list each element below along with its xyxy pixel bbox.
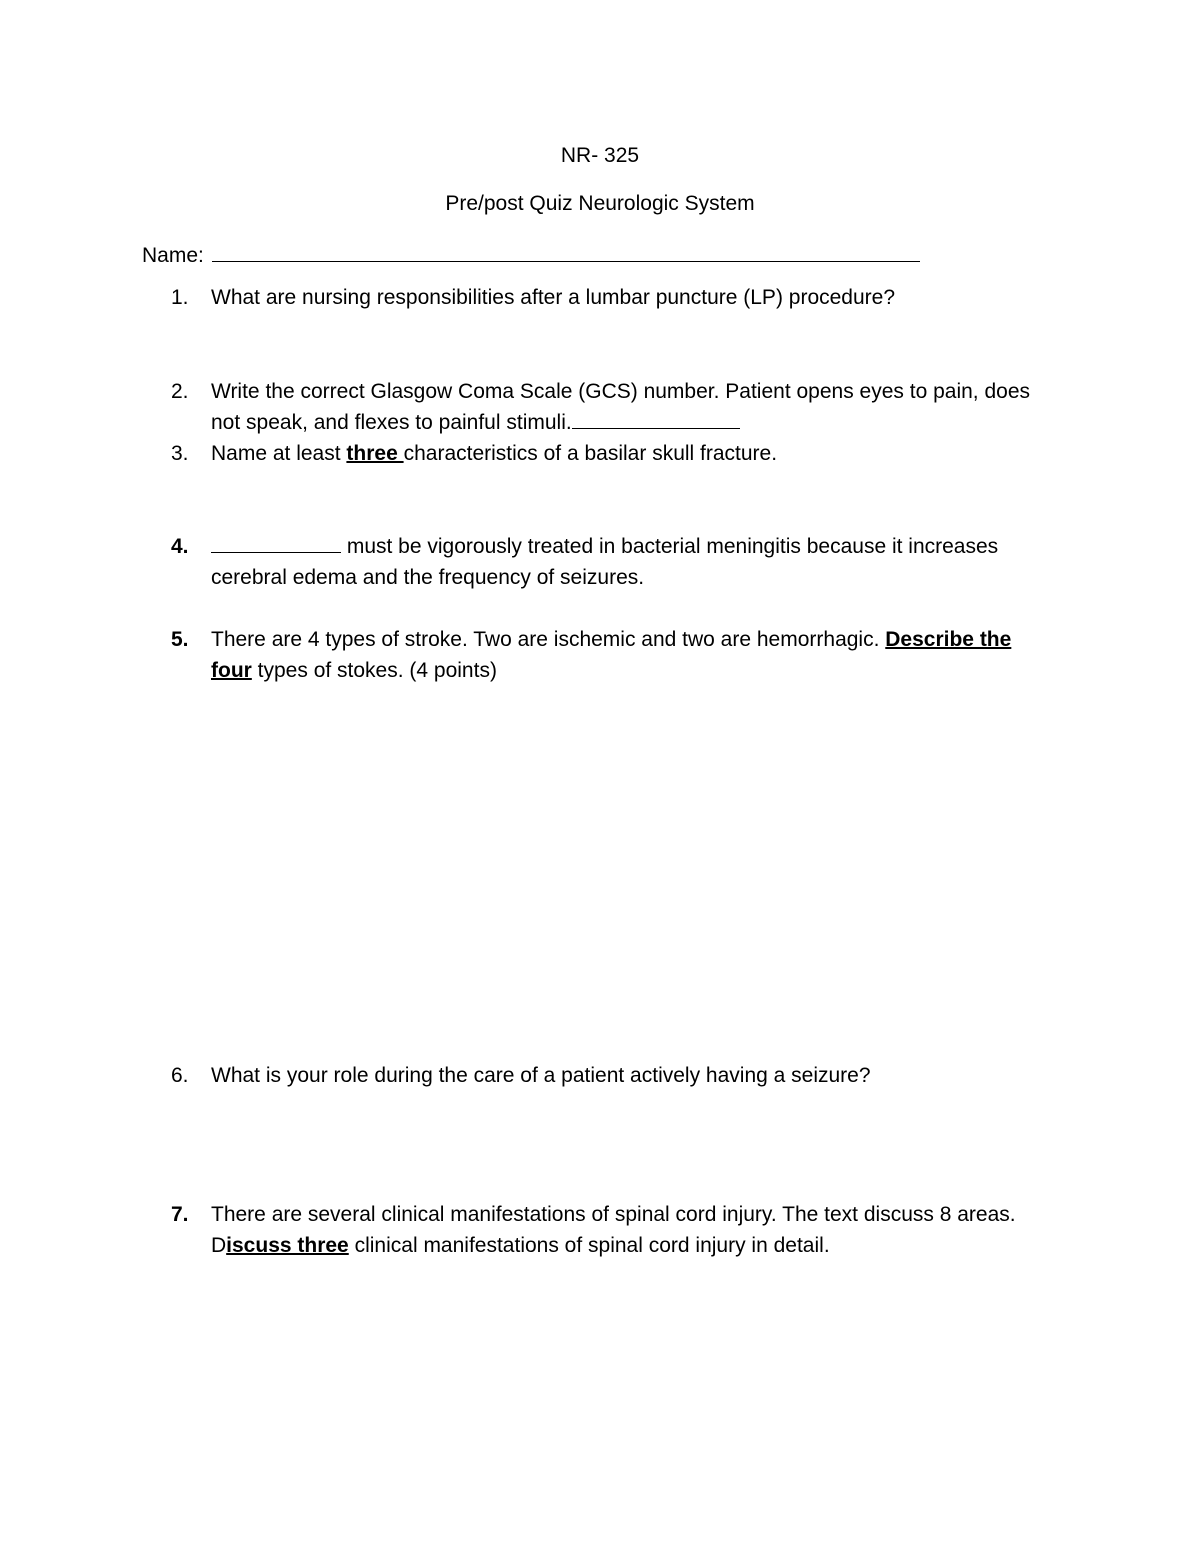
course-code: NR- 325	[560, 144, 640, 167]
question-7	[171, 1199, 1051, 1261]
question-6	[171, 1060, 1051, 1091]
emphasis-discuss-three: iscuss three	[226, 1234, 349, 1257]
question-number: 2.	[171, 380, 189, 403]
question-2	[171, 376, 1051, 438]
question-3	[171, 438, 1051, 469]
question-number: 1.	[171, 286, 189, 309]
question-text	[211, 531, 1051, 593]
question-text: What is your role during the care of a patient actively having a seizure?	[211, 1064, 871, 1087]
question-number: 5.	[171, 628, 189, 651]
question-text-pre: There are 4 types of stroke. Two are ischemic and two are hemorrhagic.	[211, 628, 886, 651]
question-text-pre: Name at least	[211, 442, 347, 465]
emphasis-describe-the: Describe the	[885, 628, 1012, 651]
question-text	[211, 624, 1051, 686]
question-text: What are nursing responsibilities after a lumbar puncture (LP) procedure?	[211, 286, 896, 309]
question-text-post: clinical manifestations of spinal cord injury in detail.	[348, 1234, 830, 1257]
question-text-pre: D	[211, 1234, 227, 1257]
meningitis-answer-blank[interactable]	[211, 532, 341, 553]
question-text-post: characteristics of a basilar skull fracture.	[403, 442, 778, 465]
name-label: Name:	[142, 244, 204, 267]
question-line-2: not speak, and flexes to painful stimuli.	[211, 411, 572, 434]
question-number: 7.	[171, 1203, 189, 1226]
question-text-post: types of stokes. (4 points)	[251, 659, 497, 682]
emphasis-four: four	[211, 659, 252, 682]
question-line-1: There are several clinical manifestations of spinal cord injury. The text discuss 8 areas.	[211, 1203, 1016, 1226]
question-line-1: must be vigorously treated in bacterial meningitis because it increases	[341, 535, 999, 558]
question-text	[211, 438, 1051, 469]
gcs-answer-blank[interactable]	[572, 408, 740, 429]
question-number: 3.	[171, 442, 189, 465]
name-blank[interactable]	[212, 239, 920, 262]
question-text	[211, 376, 1051, 438]
question-line-1: Write the correct Glasgow Coma Scale (GCS) number. Patient opens eyes to pain, does	[211, 380, 1030, 403]
question-number: 6.	[171, 1064, 189, 1087]
question-number: 4.	[171, 535, 189, 558]
question-line-2: cerebral edema and the frequency of seizures.	[211, 566, 645, 589]
quiz-title: Pre/post Quiz Neurologic System	[445, 192, 755, 215]
question-text	[211, 1199, 1051, 1261]
question-1	[171, 282, 1051, 313]
name-field-row	[142, 239, 920, 268]
emphasis-three: three	[346, 442, 404, 465]
question-4	[171, 531, 1051, 593]
question-5	[171, 624, 1051, 686]
